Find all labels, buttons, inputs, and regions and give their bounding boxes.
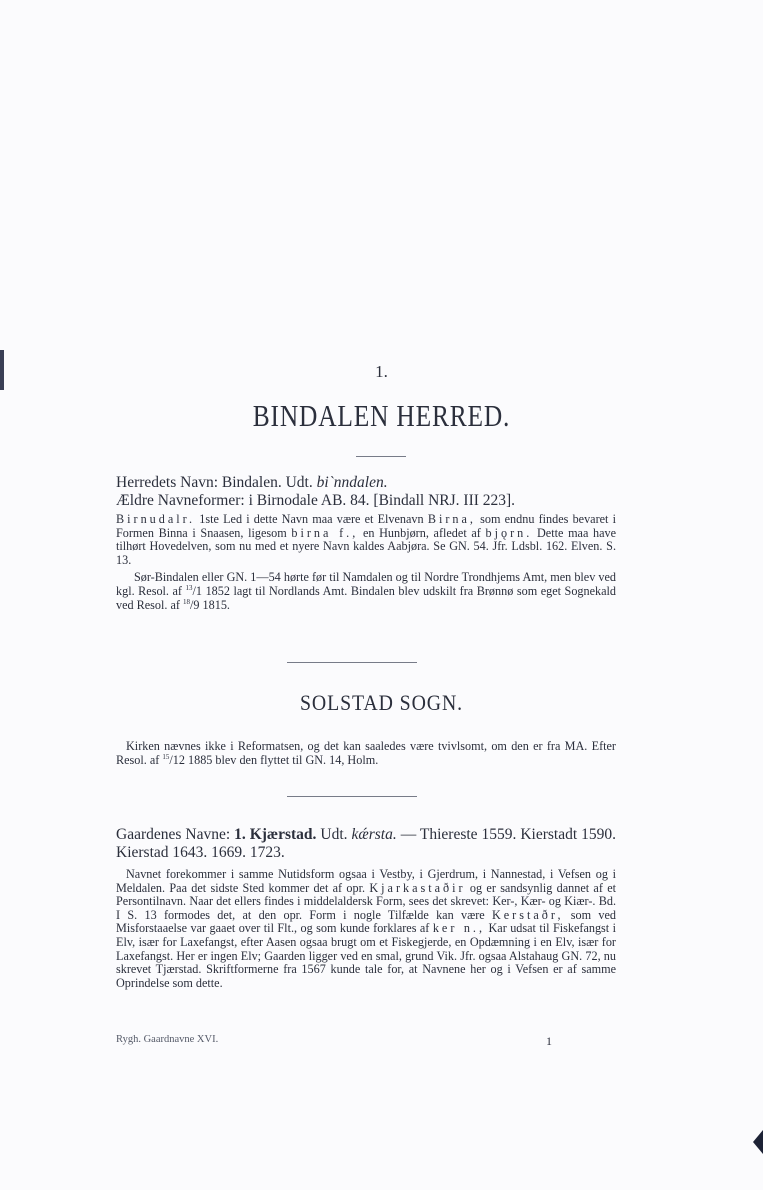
farm-paragraph: [116, 868, 616, 990]
date-fraction-sub: /12: [169, 752, 185, 767]
spaced-word: bjǫrn.: [485, 525, 533, 540]
paragraph-text: Dette maa have tilhørt Hovedelven, som nu med et nyere Navn kaldes Aabjøra. Se GN. 54. Jfr. Ldsbl. 162. Elven. S. 13.: [116, 525, 617, 567]
rule-3: [287, 796, 417, 797]
spaced-word: Birnudalr.: [116, 512, 196, 526]
chapter-number: 1.: [375, 362, 388, 381]
paragraph-text: 1885 blev den flyttet til GN. 14, Holm.: [188, 752, 379, 767]
herred-section: [116, 474, 616, 612]
sogn-section: [116, 740, 616, 767]
paragraph-text: 1852 lagt til Nordlands Amt. Bindalen blev udskilt fra Brønnø som eget Sognekald ved Resol. af: [116, 583, 616, 612]
farm-name: 1. Kjærstad.: [234, 826, 317, 843]
date-fraction-sub: /9: [190, 597, 200, 612]
spaced-word: Kjarkastaðir: [369, 880, 466, 895]
date-fraction-sup: 18: [183, 597, 191, 606]
paragraph-text: som ved Misforstaaelse var gaaet over til Flt., og som kunde forklares af: [116, 907, 617, 936]
paragraph-text: Kirken nævnes ikke i Reformatsen, og det kan saaledes være tvivlsomt, om den er fra MA. Efter Resol. af: [116, 739, 616, 767]
paragraph-text: Kar udsat til Fiskefangst i Elv, især for Laxefangst, efter Aasen ogsaa brugt om et Fiskegjerde, en Opdæmning i en Elv, især for Laxefangst. Her er ingen Elv; Gaarden ligger ved en smal, grund Vik. Jfr. ogsaa Alstahaug GN. 72, nu skrevet Tjærstad. Skriftformerne fra 1567 kunde tale for, at Navnene her og i Vefsen er af samme Oprindelse som dette.: [116, 921, 617, 990]
church-paragraph: [116, 740, 616, 767]
paragraph-text: 1ste Led i dette Navn maa være et Elvenavn: [199, 512, 424, 526]
spaced-word: birna f.,: [291, 525, 359, 540]
paragraph-text: Sør-Bindalen eller GN. 1—54 hørte før til Namdalen og til Nordre Trondhjems Amt, men blev ved kgl. Resol. af: [116, 570, 616, 598]
paragraph-text: som endnu findes bevaret i Formen Binna i Snaasen, ligesom: [116, 512, 616, 540]
farm-names-label: Gaardenes Navne:: [116, 826, 231, 843]
farm-older-forms: — Thiereste 1559. Kierstadt 1590. Kierstad 1643. 1669. 1723.: [116, 826, 617, 861]
herred-pronunciation: bi`nndalen.: [316, 474, 388, 491]
spaced-word: ker n.,: [432, 921, 486, 936]
paragraph-text: 1815.: [202, 597, 230, 612]
rule-1: [356, 456, 406, 457]
paragraph-text: og er sandsynlig dannet af et Persontilnavn. Naar det ellers findes i middelaldersk Form, sees det skrevet: Ker-, Kær- og Kiær-. Bd. I S. 13 formodes det, at den opr. Form i nogle Tilfælde kan være: [116, 880, 617, 922]
corner-arrow-icon: [753, 1130, 763, 1154]
date-fraction-sup: 13: [185, 583, 193, 592]
date-fraction-sub: /1: [192, 583, 203, 598]
paragraph-text: Navnet forekommer i samme Nutidsform ogsaa i Vestby, i Gjerdrum, i Nannestad, i Vefsen og i Meldalen. Paa det sidste Sted kommer det af opr.: [116, 867, 616, 895]
pronunciation-label: Udt.: [320, 826, 348, 843]
older-forms-text: i Birnodale AB. 84. [Bindall NRJ. III 223].: [248, 492, 516, 509]
older-forms-label: Ældre Navneformer:: [116, 492, 245, 509]
footer-signature: Rygh. Gaardnavne XVI.: [116, 1034, 219, 1045]
herred-name-line: [116, 474, 616, 492]
page-number: 1: [546, 1034, 552, 1048]
page-footer: [116, 1034, 552, 1048]
herred-name-text: Bindalen. Udt.: [221, 474, 313, 491]
farm-pronunciation: kǽrsta.: [351, 826, 397, 843]
rule-2: [287, 662, 417, 663]
paragraph-text: en Hunbjørn, afledet af: [362, 525, 481, 540]
chapter-title: BINDALEN HERRED.: [252, 398, 511, 433]
farm-section: [116, 826, 616, 990]
date-fraction-sup: 15: [162, 752, 170, 761]
farm-heading-line: [116, 826, 616, 862]
section-title: SOLSTAD SOGN.: [299, 690, 464, 715]
spaced-word: Birna,: [427, 512, 476, 526]
etymology-paragraph: [116, 513, 616, 567]
older-forms-line: [116, 492, 616, 510]
spaced-word: Kerstaðr,: [491, 907, 564, 922]
herred-name-label: Herredets Navn:: [116, 474, 218, 491]
history-paragraph: [116, 571, 616, 612]
